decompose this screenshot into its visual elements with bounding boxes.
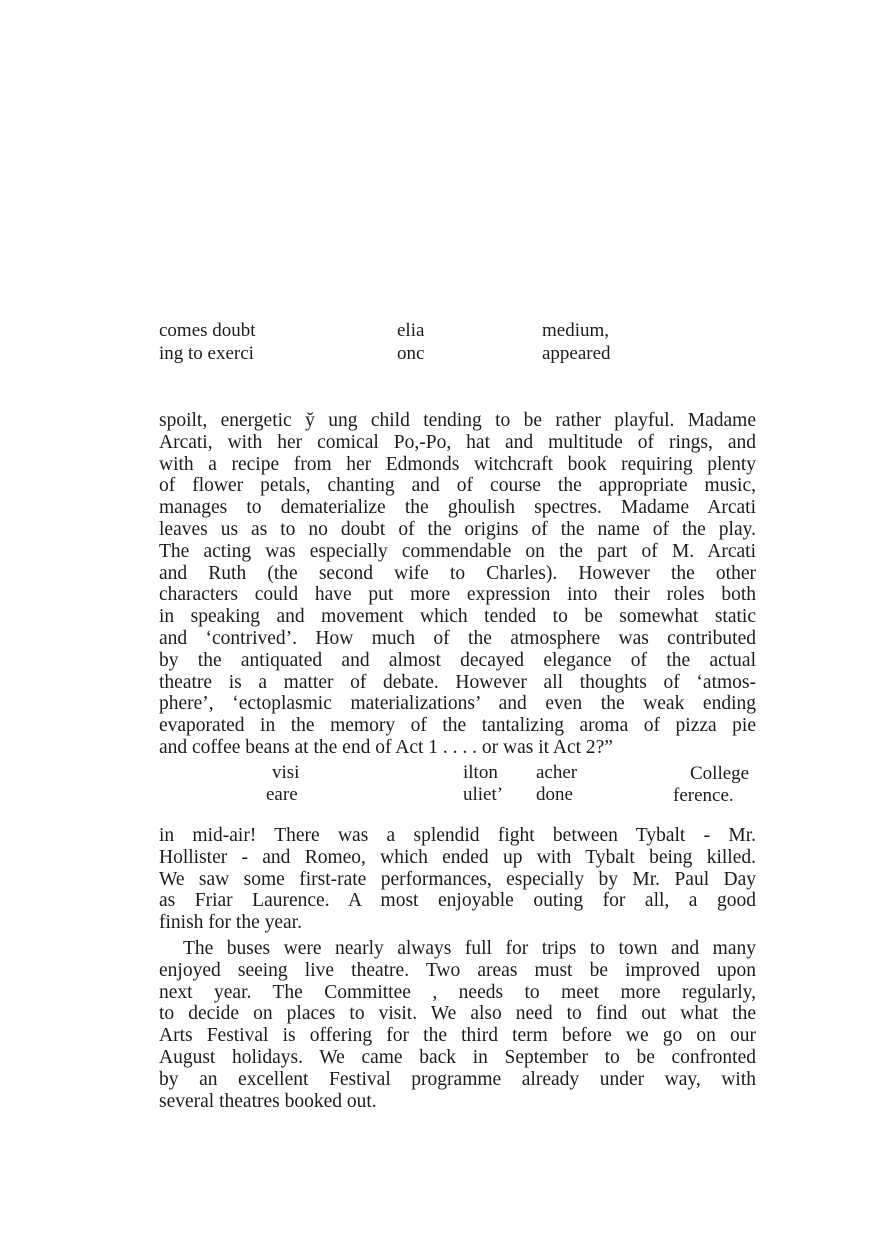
fragment-mid-2b: uliet’ [463,784,504,805]
fragment-top-2a: ing to exerci [159,343,254,364]
paragraph-1-line: evaporated in the memory of the tantalizing aroma of pizza pie [159,715,756,737]
paragraph-1-line: and ‘contrived’. How much of the atmosphere was contributed [159,627,756,649]
fragment-mid-1a: visi [272,762,300,783]
fragment-mid-1b: ilton [463,762,498,783]
fragment-top-2c: appeared [542,343,611,364]
fragment-mid-2c: done [536,784,573,805]
paragraph-2-line: finish for the year. [159,912,302,934]
paragraph-3-line: by an excellent Festival programme already under way, with [159,1068,756,1090]
paragraph-1-line: phere’, ‘ectoplasmic materializations’ and even the weak ending [159,693,756,715]
paragraph-2-line: We saw some first-rate performances, especially by Mr. Paul Day [159,868,756,890]
fragment-mid-2a: eare [266,784,298,805]
paragraph-1-line: by the antiquated and almost decayed elegance of the actual [159,649,756,671]
paragraph-3-line: enjoyed seeing live theatre. Two areas must be improved upon [159,959,756,981]
paragraph-1 [159,410,756,759]
paragraph-3-line: to decide on places to visit. We also need to find out what the [159,1003,756,1025]
paragraph-3-line: August holidays. We came back in September to be confronted [159,1046,756,1068]
paragraph-2 [159,825,756,934]
paragraph-1-line: and Ruth (the second wife to Charles). However the other [159,562,756,584]
paragraph-1-line: and coffee beans at the end of Act 1 . . . . or was it Act 2?” [159,736,613,758]
fragment-mid-1c: acher [536,762,578,783]
paragraph-3 [159,938,756,1112]
paragraph-3-line: The buses were nearly always full for trips to town and many [183,938,756,959]
paragraph-3-line: Arts Festival is offering for the third term before we go on our [159,1025,756,1047]
paragraph-1-line: in speaking and movement which tended to be somewhat static [159,606,756,628]
paragraph-1-line: characters could have put more expression into their roles both [159,584,756,606]
paragraph-2-line: as Friar Laurence. A most enjoyable outing for all, a good [159,890,756,912]
fragment-mid-1d: College [690,763,750,784]
paragraph-1-line: leaves us as to no doubt of the origins of the name of the play. [159,518,756,540]
paragraph-3-line: next year. The Committee , needs to meet more regularly, [159,981,756,1003]
fragment-mid-2d: ference. [673,785,734,806]
paragraph-1-line: The acting was especially commendable on the part of M. Arcati [159,540,756,562]
paragraph-2-line: in mid-air! There was a splendid fight between Tybalt - Mr. [159,825,756,846]
paragraph-2-line: Hollister - and Romeo, which ended up with Tybalt being killed. [159,846,756,868]
fragment-top-1b: elia [397,320,425,341]
fragment-top-2b: onc [397,343,425,364]
paragraph-1-line: Arcati, with her comical Po,-Po, hat and multitude of rings, and [159,431,756,453]
fragment-top-1a: comes doubt [159,320,256,341]
paragraph-1-line: theatre is a matter of debate. However all thoughts of ‘atmos- [159,671,756,693]
paragraph-1-line: spoilt, energetic y̆ ung child tending to be rather playful. Madame [159,410,756,431]
paragraph-3-line: several theatres booked out. [159,1090,377,1112]
fragment-top-1c: medium, [542,320,610,341]
paragraph-1-line: manages to dematerialize the ghoulish spectres. Madame Arcati [159,497,756,519]
paragraph-1-line: with a recipe from her Edmonds witchcraft book requiring plenty [159,453,756,475]
paragraph-1-line: of flower petals, chanting and of course the appropriate music, [159,475,756,497]
